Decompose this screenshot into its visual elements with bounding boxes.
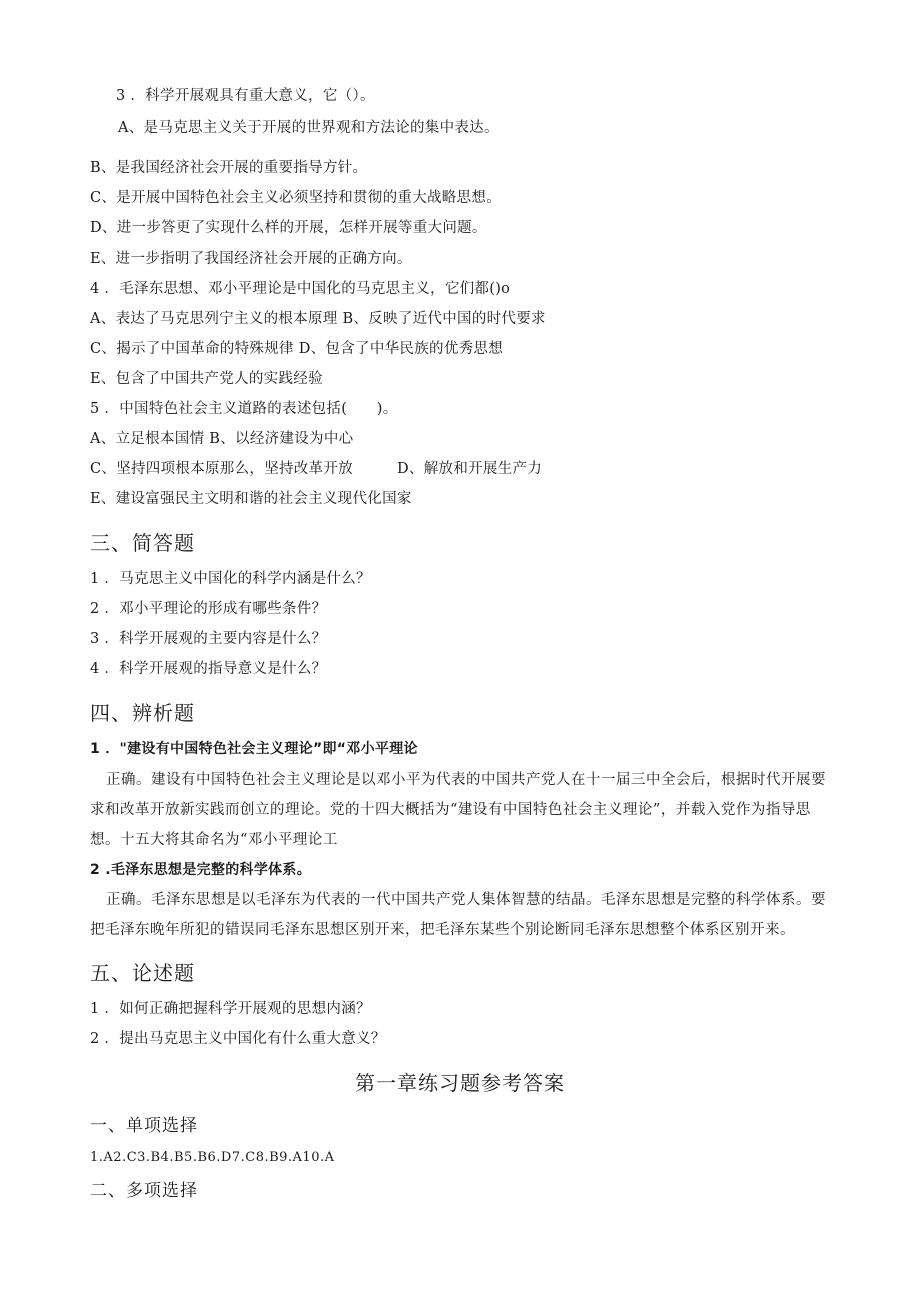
q3-option-a: A、是马克思主义关于开展的世界观和方法论的集中表达。 [118,120,499,136]
q5-option-c: C、坚持四项根本原那么，坚持改革开放 [90,461,353,477]
q5-option-e: E、建设富强民主文明和谐的社会主义现代化国家 [90,491,412,507]
analysis-answer-1: 正确。建设有中国特色社会主义理论是以邓小平为代表的中国共产党人在十一届三中全会后，根据时代开展要求和改革开放新实践而创立的理论。党的十四大概括为“建设有中国特色社会主义理论”，并载入党作为指导思想。十五大将其命名为“邓小平理论工 [90,772,826,848]
single-choice-answers: 1.A2.C3.B4.B5.B6.D7.C8.B9.A10.A [90,1150,335,1165]
question-3: 3 ．科学开展观具有重大意义，它（）。 [116,88,375,104]
q3-option-c: C、是开展中国特色社会主义必须坚持和贯彻的重大战略思想。 [90,190,501,206]
analysis-question-1: 1 ．"建设有中国特色社会主义理论”即“邓小平理论 [90,741,418,757]
question-5: 5 ．中国特色社会主义道路的表述包括( )。 [90,401,398,417]
q5-option-d: D、解放和开展生产力 [397,461,543,477]
q4-options-cd: C、揭示了中国革命的特殊规律 D、包含了中华民族的优秀思想 [90,341,504,357]
analysis-answer-2: 正确。毛泽东思想是以毛泽东为代表的一代中国共产党人集体智慧的结晶。毛泽东思想是完整的科学体系。要把毛泽东晚年所犯的错误同毛泽东思想区别开来，把毛泽东某些个别论断同毛泽东思想整个体系区别开来。 [90,892,826,938]
answer-key-title: 第一章练习题参考答案 [355,1071,565,1095]
q3-option-e: E、进一步指明了我国经济社会开展的正确方向。 [90,251,412,267]
q4-option-e: E、包含了中国共产党人的实践经验 [90,371,323,387]
short-answer-item: 2 ．邓小平理论的形成有哪些条件？ [90,601,327,617]
short-answer-item: 3 ．科学开展观的主要内容是什么？ [90,631,327,647]
q3-option-d: D、进一步答更了实现什么样的开展，怎样开展等重大问题。 [90,220,487,236]
analysis-question-2: 2 .毛泽东思想是完整的科学体系。 [90,862,312,878]
essay-heading: 五、论述题 [90,961,195,985]
q4-options-ab: A、表达了马克思列宁主义的根本原理 B、反映了近代中国的时代要求 [90,311,546,327]
q3-option-b: B、是我国经济社会开展的重要指导方针。 [90,160,368,176]
short-answer-item: 4 ．科学开展观的指导意义是什么？ [90,661,327,677]
q5-options-cd [90,459,542,479]
essay-item: 2 ．提出马克思主义中国化有什么重大意义？ [90,1031,386,1047]
q5-options-ab: A、立足根本国情 B、以经济建设为中心 [90,431,354,447]
analysis-heading: 四、辨析题 [90,701,195,725]
multiple-choice-heading: 二、多项选择 [90,1181,198,1201]
short-answer-heading: 三、简答题 [90,531,195,555]
short-answer-item: 1 ．马克思主义中国化的科学内涵是什么？ [90,571,371,587]
essay-item: 1 ．如何正确把握科学开展观的思想内涵？ [90,1001,371,1017]
single-choice-heading: 一、单项选择 [90,1116,198,1136]
question-4: 4 ．毛泽东思想、邓小平理论是中国化的马克思主义，它们都()o [90,281,511,297]
